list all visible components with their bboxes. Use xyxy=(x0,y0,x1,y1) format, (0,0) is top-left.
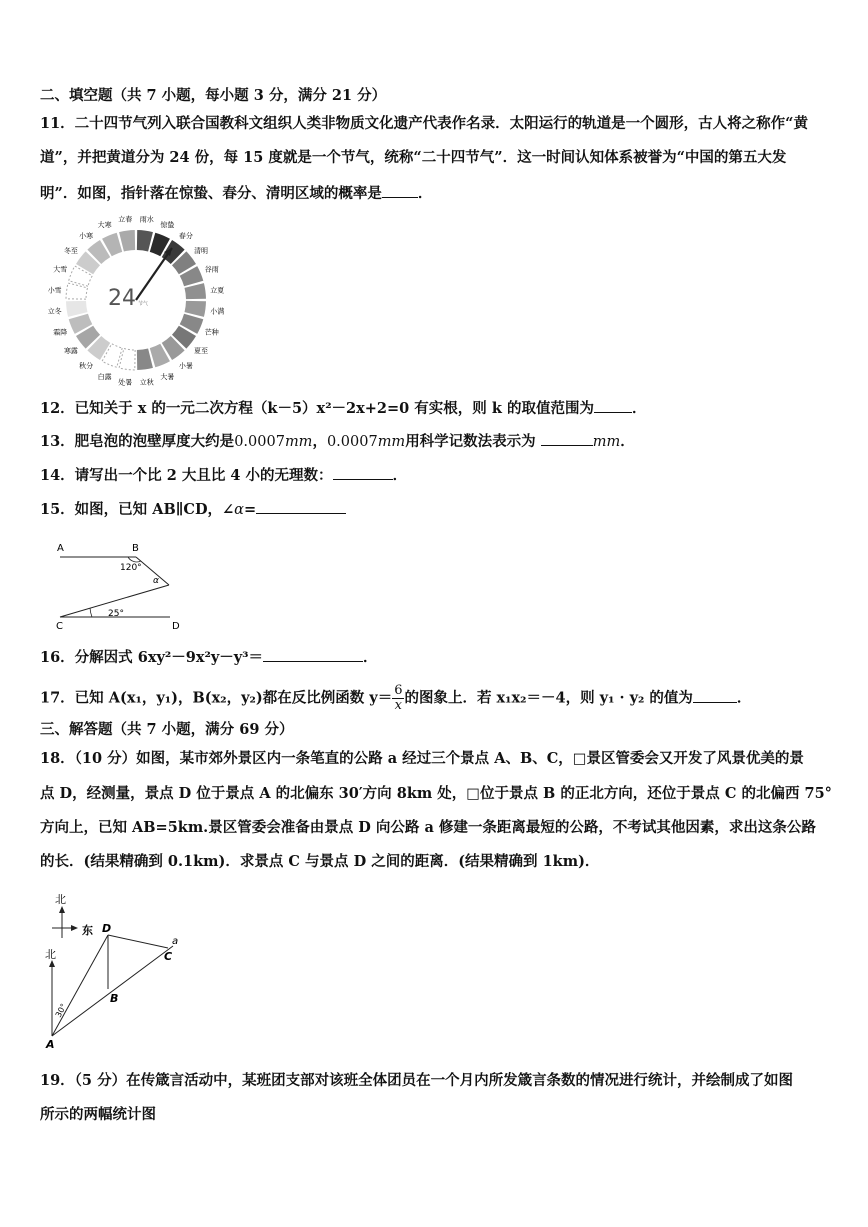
dial-term-label: 惊蛰 xyxy=(160,221,175,230)
q12-answer-blank[interactable] xyxy=(594,396,632,413)
q18-scenic-spots-figure xyxy=(40,890,200,1050)
q18-angle-30: 30° xyxy=(53,1002,69,1019)
dial-term-label: 清明 xyxy=(194,247,209,256)
q15 xyxy=(40,497,346,521)
dial-term-label: 立夏 xyxy=(210,286,225,295)
q15-answer-blank[interactable] xyxy=(256,497,346,514)
q14-answer-blank[interactable] xyxy=(333,463,393,480)
q13-suffix: 用科学记数法表示为 xyxy=(405,433,536,450)
q15-label-c: C xyxy=(56,621,63,632)
dial-pointer xyxy=(136,248,172,300)
dial-labels xyxy=(48,215,225,387)
q15-label-a: A xyxy=(57,543,64,554)
dial-term-label: 大雪 xyxy=(53,265,68,274)
q18-label-b: B xyxy=(110,992,119,1005)
dial-segment xyxy=(137,349,153,370)
q11-line-3 xyxy=(40,181,432,205)
dial-term-label: 立春 xyxy=(118,215,133,224)
q18-line-2: 点 D，经测量，景点 D 位于景点 A 的北偏东 30′方向 8km 处，□位于景点 B 的正北方向，还位于景点 C 的北偏西 75° xyxy=(40,785,832,802)
dial-term-label: 小暑 xyxy=(178,362,193,371)
q13-mid: ， xyxy=(312,433,327,450)
dial-term-label: 夏至 xyxy=(194,346,209,355)
q16 xyxy=(40,645,378,669)
q12-text: 12．已知关于 x 的一元二次方程（k－5）x²－2x+2=0 有实根，则 k 的取值范围为 xyxy=(40,400,594,417)
q14-text: 14．请写出一个比 2 大且比 4 小的无理数： xyxy=(40,467,333,484)
q15-text: 15．如图，已知 AB∥CD，∠ xyxy=(40,501,235,518)
q18-label-road-a: a xyxy=(172,936,179,947)
q15-eq: = xyxy=(243,501,257,518)
dial-term-label: 谷雨 xyxy=(204,265,219,274)
dial-term-label: 大寒 xyxy=(97,221,112,230)
q13-value-1: 0.0007 xyxy=(234,434,285,450)
q12 xyxy=(40,396,646,420)
q17-pre: 17．已知 A(x₁，y₁)，B(x₂，y₂)都在反比例函数 y＝ xyxy=(40,689,393,707)
q17-end: ． xyxy=(736,689,752,707)
q16-answer-blank[interactable] xyxy=(263,645,363,662)
q18-line-3: 方向上，已知 AB=5km.景区管委会准备由景点 D 向公路 a 修建一条距离最短的公路，不考试其他因素，求出这条公路 xyxy=(40,819,816,836)
dial-segment xyxy=(119,230,135,251)
q17-answer-blank[interactable] xyxy=(693,686,737,703)
dial-term-label: 小满 xyxy=(210,307,225,316)
q15-label-b: B xyxy=(132,543,139,554)
q17-post: 的图象上．若 x₁x₂＝－4，则 y₁ · y₂ 的值为 xyxy=(404,689,693,707)
q11-line-2: 道”，并把黄道分为 24 份，每 15 度就是一个节气，统称“二十四节气”．这一时间认知体系被誉为“中国的第五大发 xyxy=(40,149,787,166)
dial-term-label: 立秋 xyxy=(139,378,154,387)
q18-label-d: D xyxy=(102,922,112,935)
q19-line-2: 所示的两幅统计图 xyxy=(40,1106,156,1123)
section-2-heading: 二、填空题（共 7 小题，每小题 3 分，满分 21 分） xyxy=(40,87,387,104)
dial-term-label: 立冬 xyxy=(47,307,62,316)
q18-line-1: 18．（10 分）如图，某市郊外景区内一条笔直的公路 a 经过三个景点 A、B、C，□景区管委会又开发了风景优美的景 xyxy=(40,750,804,767)
dial-term-label: 春分 xyxy=(178,231,193,240)
q13-end: ． xyxy=(620,433,635,450)
dial-term-label: 寒露 xyxy=(63,346,78,355)
q13-prefix: 13．肥皂泡的泡壁厚度大约是 xyxy=(40,433,235,450)
dial-term-label: 小寒 xyxy=(79,231,94,240)
q13-value-2: 0.0007 xyxy=(326,434,378,450)
dial-segment xyxy=(185,301,206,317)
q15-alpha: α xyxy=(234,502,244,518)
q13-answer-blank[interactable] xyxy=(541,429,593,446)
q19-line-1: 19．（5 分）在传箴言活动中，某班团支部对该班全体团员在一个月内所发箴言条数的情况进行统计，并绘制成了如图 xyxy=(40,1072,794,1089)
dial-center-number: 24 xyxy=(108,286,136,311)
dial-segment xyxy=(66,283,87,299)
q11-answer-blank[interactable] xyxy=(382,181,418,198)
q17-fraction xyxy=(392,684,404,713)
q11-line-3-text: 明”．如图，指针落在惊蛰、春分、清明区域的概率是 xyxy=(40,185,382,202)
q18-label-a: A xyxy=(46,1038,55,1050)
q16-text: 16．分解因式 6xy²－9x²y－y³＝ xyxy=(40,649,264,666)
q13-unit-3: mm xyxy=(592,434,621,450)
compass-east-label: 东 xyxy=(82,924,93,937)
dial-term-label: 秋分 xyxy=(79,362,94,371)
q18-line-4: 的长．(结果精确到 0.1km)．求景点 C 与景点 D 之间的距离．(结果精确到 1km)． xyxy=(40,853,600,870)
q15-label-d: D xyxy=(172,621,180,632)
dial-segment xyxy=(119,349,135,370)
compass-north-label: 北 xyxy=(55,893,66,906)
dial-term-label: 处暑 xyxy=(118,378,133,387)
q17-denominator: x xyxy=(394,698,403,713)
q14 xyxy=(40,463,407,487)
dial-term-label: 雨水 xyxy=(139,215,154,224)
q17 xyxy=(40,684,751,713)
q17-numerator: 6 xyxy=(394,683,403,698)
q16-end: ． xyxy=(363,649,378,666)
dial-term-label: 小雪 xyxy=(47,286,62,295)
q12-end: ． xyxy=(631,400,647,417)
q15-parallel-lines-figure xyxy=(52,537,192,633)
q18-label-c: C xyxy=(164,950,173,963)
q13 xyxy=(40,429,635,453)
q15-angle-25: 25° xyxy=(108,609,124,619)
section-3-heading: 三、解答题（共 7 小题，满分 69 分） xyxy=(40,721,294,738)
dial-term-label: 芒种 xyxy=(204,328,219,337)
dial-segment xyxy=(137,230,153,251)
dial-center-caption: 节气 xyxy=(138,301,149,307)
q15-angle-120: 120° xyxy=(120,563,142,573)
dial-term-label: 冬至 xyxy=(63,247,78,256)
dial-segment xyxy=(66,301,87,317)
dial-term-label: 霜降 xyxy=(53,328,68,337)
dial-term-label: 大暑 xyxy=(160,372,175,381)
q11-line-3-end: ． xyxy=(417,185,433,202)
a-north-label: 北 xyxy=(45,948,56,961)
q11-line-1: 11．二十四节气列入联合国教科文组织人类非物质文化遗产代表作名录．太阳运行的轨道是一个圆形，古人将之称作“黄 xyxy=(40,115,809,132)
q15-angle-alpha: α xyxy=(153,576,159,586)
q14-end: ． xyxy=(392,467,408,484)
q13-unit-2: mm xyxy=(377,434,406,450)
q13-unit-1: mm xyxy=(284,434,313,450)
solar-terms-dial xyxy=(40,208,240,388)
dial-term-label: 白露 xyxy=(97,372,112,381)
dial-segment xyxy=(185,283,206,299)
